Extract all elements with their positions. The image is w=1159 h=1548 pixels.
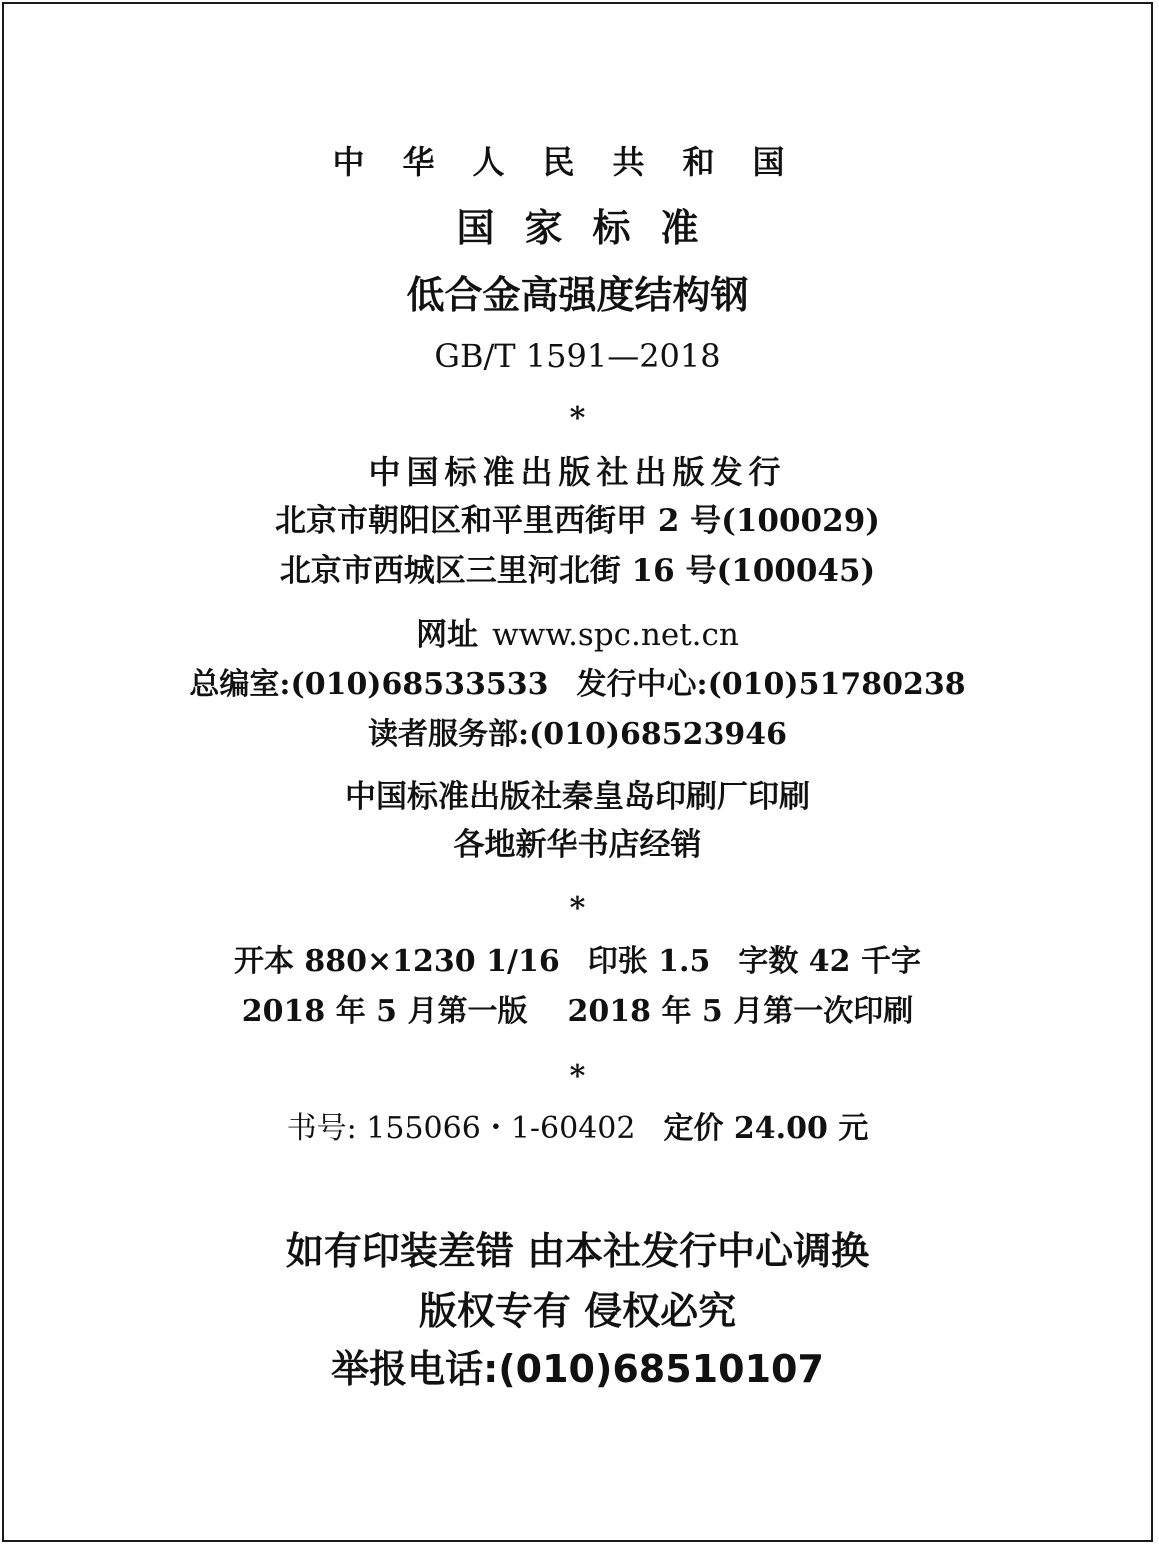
- edition-line: [4, 994, 1151, 1029]
- website-label: 网址: [416, 617, 479, 653]
- country-name: 中华人民共和国: [332, 143, 823, 181]
- colophon-page: [2, 2, 1153, 1542]
- standard-category: 国家标准: [456, 205, 729, 250]
- book-info-line: [4, 1111, 1151, 1146]
- exchange-notice: 如有印装差错 由本社发行中心调换: [285, 1229, 870, 1273]
- separator-star-2: *: [569, 891, 586, 926]
- edition-info: 2018 年 5 月第一版: [241, 994, 528, 1029]
- impression-info: 2018 年 5 月第一次印刷: [567, 994, 914, 1029]
- book-price: 定价 24.00 元: [663, 1111, 869, 1146]
- book-number: 书号: 155066・1-60402: [286, 1111, 636, 1146]
- standard-title: 低合金高强度结构钢: [406, 272, 749, 317]
- separator-star-1: *: [569, 401, 586, 436]
- word-count-spec: 字数 42 千字: [738, 944, 921, 979]
- distribution-phone: 发行中心:(010)51780238: [576, 667, 966, 702]
- copyright-notice: 版权专有 侵权必究: [418, 1289, 737, 1333]
- publisher-address-2: 北京市西城区三里河北街 16 号(100045): [279, 553, 876, 589]
- website-url: www.spc.net.cn: [492, 617, 739, 653]
- specs-line: [4, 944, 1151, 979]
- standard-code: GB/T 1591—2018: [434, 337, 721, 375]
- phone-line: [4, 667, 1151, 702]
- report-phone: 举报电话:(010)68510107: [331, 1347, 824, 1391]
- publisher-address-1: 北京市朝阳区和平里西街甲 2 号(100029): [275, 503, 880, 539]
- sheets-spec: 印张 1.5: [587, 944, 711, 979]
- format-spec: 开本 880×1230 1/16: [233, 944, 560, 979]
- distributor-line: 各地新华书店经销: [453, 827, 702, 863]
- website-line: [4, 617, 1151, 653]
- publisher-name: 中国标准出版社出版发行: [368, 453, 787, 491]
- editorial-phone: 总编室:(010)68533533: [189, 667, 549, 702]
- printer-line: 中国标准出版社秦皇岛印刷厂印刷: [345, 779, 810, 815]
- separator-star-3: *: [569, 1059, 586, 1094]
- reader-service-phone: 读者服务部:(010)68523946: [367, 717, 788, 752]
